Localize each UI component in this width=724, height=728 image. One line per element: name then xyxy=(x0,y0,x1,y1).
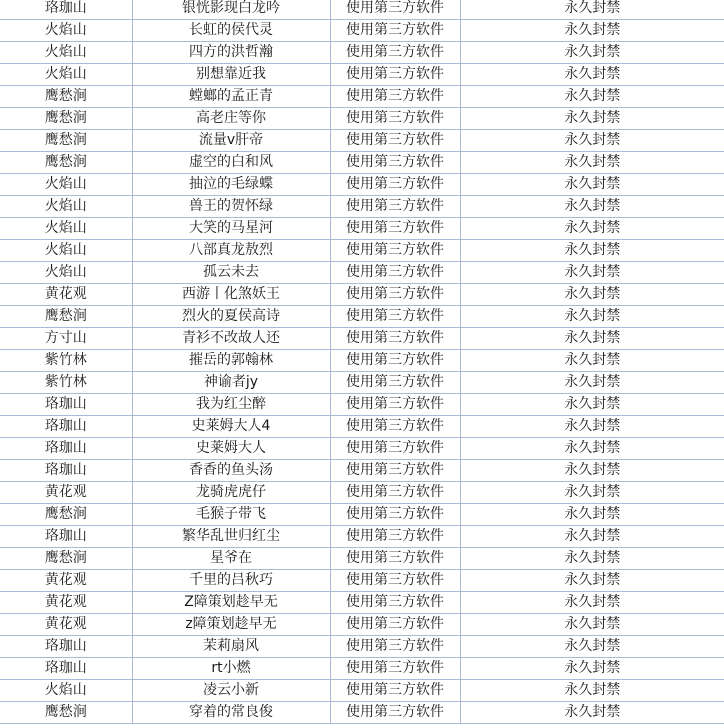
table-row xyxy=(0,174,724,196)
table-row xyxy=(0,548,724,570)
violation-reason-cell: 使用第三方软件 xyxy=(330,636,460,658)
player-name-cell: 烈火的夏侯高诗 xyxy=(132,306,330,328)
penalty-cell: 永久封禁 xyxy=(460,350,724,372)
server-cell: 珞珈山 xyxy=(0,416,132,438)
violation-reason-cell: 使用第三方软件 xyxy=(330,372,460,394)
table-row xyxy=(0,460,724,482)
player-name-cell: 穿着的常良俊 xyxy=(132,702,330,724)
penalty-cell: 永久封禁 xyxy=(460,636,724,658)
server-cell: 珞珈山 xyxy=(0,0,132,20)
player-name-cell: 八部真龙敖烈 xyxy=(132,240,330,262)
player-name-cell: 孤云未去 xyxy=(132,262,330,284)
violation-reason-cell: 使用第三方软件 xyxy=(330,152,460,174)
penalty-cell: 永久封禁 xyxy=(460,416,724,438)
table-row xyxy=(0,0,724,20)
violation-reason-cell: 使用第三方软件 xyxy=(330,64,460,86)
player-name-cell: 银恍影现白龙吟 xyxy=(132,0,330,20)
table-row xyxy=(0,196,724,218)
penalty-cell: 永久封禁 xyxy=(460,614,724,636)
player-name-cell: 高老庄等你 xyxy=(132,108,330,130)
player-name-cell: 虚空的白和风 xyxy=(132,152,330,174)
table-row xyxy=(0,306,724,328)
penalty-cell: 永久封禁 xyxy=(460,284,724,306)
violation-reason-cell: 使用第三方软件 xyxy=(330,416,460,438)
penalty-cell: 永久封禁 xyxy=(460,328,724,350)
violation-reason-cell: 使用第三方软件 xyxy=(330,438,460,460)
penalty-cell: 永久封禁 xyxy=(460,196,724,218)
table-row xyxy=(0,592,724,614)
server-cell: 珞珈山 xyxy=(0,658,132,680)
server-cell: 火焰山 xyxy=(0,196,132,218)
violation-reason-cell: 使用第三方软件 xyxy=(330,284,460,306)
server-cell: 紫竹林 xyxy=(0,350,132,372)
player-name-cell: 凌云小新 xyxy=(132,680,330,702)
server-cell: 鹰愁涧 xyxy=(0,702,132,724)
penalty-cell: 永久封禁 xyxy=(460,460,724,482)
violation-reason-cell: 使用第三方软件 xyxy=(330,108,460,130)
violation-reason-cell: 使用第三方软件 xyxy=(330,196,460,218)
violation-reason-cell: 使用第三方软件 xyxy=(330,570,460,592)
player-name-cell: 青衫不改故人还 xyxy=(132,328,330,350)
penalty-cell: 永久封禁 xyxy=(460,306,724,328)
player-name-cell: 四方的洪哲瀚 xyxy=(132,42,330,64)
penalty-cell: 永久封禁 xyxy=(460,262,724,284)
violation-reason-cell: 使用第三方软件 xyxy=(330,20,460,42)
table-row xyxy=(0,702,724,724)
player-name-cell: z障策划趁早无 xyxy=(132,614,330,636)
player-name-cell: 千里的吕秋巧 xyxy=(132,570,330,592)
penalty-cell: 永久封禁 xyxy=(460,86,724,108)
violation-reason-cell: 使用第三方软件 xyxy=(330,394,460,416)
server-cell: 珞珈山 xyxy=(0,460,132,482)
violation-reason-cell: 使用第三方软件 xyxy=(330,174,460,196)
penalty-cell: 永久封禁 xyxy=(460,64,724,86)
player-name-cell: 别想靠近我 xyxy=(132,64,330,86)
penalty-cell: 永久封禁 xyxy=(460,570,724,592)
player-name-cell: 茉莉扇风 xyxy=(132,636,330,658)
violation-reason-cell: 使用第三方软件 xyxy=(330,658,460,680)
violation-reason-cell: 使用第三方软件 xyxy=(330,680,460,702)
penalty-cell: 永久封禁 xyxy=(460,526,724,548)
server-cell: 火焰山 xyxy=(0,20,132,42)
server-cell: 鹰愁涧 xyxy=(0,152,132,174)
table-row xyxy=(0,240,724,262)
penalty-cell: 永久封禁 xyxy=(460,42,724,64)
player-name-cell: rt小燃 xyxy=(132,658,330,680)
violation-reason-cell: 使用第三方软件 xyxy=(330,548,460,570)
penalty-cell: 永久封禁 xyxy=(460,658,724,680)
server-cell: 鹰愁涧 xyxy=(0,504,132,526)
server-cell: 方寸山 xyxy=(0,328,132,350)
penalty-cell: 永久封禁 xyxy=(460,20,724,42)
violation-reason-cell: 使用第三方软件 xyxy=(330,218,460,240)
penalty-cell: 永久封禁 xyxy=(460,592,724,614)
violation-reason-cell: 使用第三方软件 xyxy=(330,328,460,350)
player-name-cell: 繁华乱世归红尘 xyxy=(132,526,330,548)
table-row xyxy=(0,218,724,240)
player-name-cell: 抽泣的毛绿蝶 xyxy=(132,174,330,196)
server-cell: 黄花观 xyxy=(0,482,132,504)
player-name-cell: 星爷在 xyxy=(132,548,330,570)
penalty-cell: 永久封禁 xyxy=(460,504,724,526)
player-name-cell: 兽王的贺怀绿 xyxy=(132,196,330,218)
table-row xyxy=(0,372,724,394)
player-name-cell: 螳螂的孟正青 xyxy=(132,86,330,108)
violation-reason-cell: 使用第三方软件 xyxy=(330,262,460,284)
player-name-cell: 流量v肝帝 xyxy=(132,130,330,152)
penalty-cell: 永久封禁 xyxy=(460,438,724,460)
server-cell: 珞珈山 xyxy=(0,394,132,416)
violation-reason-cell: 使用第三方软件 xyxy=(330,592,460,614)
violation-reason-cell: 使用第三方软件 xyxy=(330,504,460,526)
player-name-cell: 长虹的侯代灵 xyxy=(132,20,330,42)
server-cell: 鹰愁涧 xyxy=(0,306,132,328)
server-cell: 黄花观 xyxy=(0,284,132,306)
table-row xyxy=(0,504,724,526)
server-cell: 珞珈山 xyxy=(0,526,132,548)
table-row xyxy=(0,152,724,174)
player-name-cell: 龙骑虎虎仔 xyxy=(132,482,330,504)
penalty-cell: 永久封禁 xyxy=(460,482,724,504)
violation-reason-cell: 使用第三方软件 xyxy=(330,482,460,504)
violation-reason-cell: 使用第三方软件 xyxy=(330,614,460,636)
table-row xyxy=(0,680,724,702)
table-row xyxy=(0,350,724,372)
server-cell: 鹰愁涧 xyxy=(0,548,132,570)
violation-reason-cell: 使用第三方软件 xyxy=(330,702,460,724)
player-name-cell: 我为红尘醉 xyxy=(132,394,330,416)
server-cell: 火焰山 xyxy=(0,218,132,240)
violation-reason-cell: 使用第三方软件 xyxy=(330,350,460,372)
penalty-cell: 永久封禁 xyxy=(460,702,724,724)
penalty-cell: 永久封禁 xyxy=(460,240,724,262)
player-name-cell: Z障策划趁早无 xyxy=(132,592,330,614)
table-row xyxy=(0,284,724,306)
table-row xyxy=(0,262,724,284)
violation-reason-cell: 使用第三方软件 xyxy=(330,42,460,64)
player-name-cell: 毛猴子带飞 xyxy=(132,504,330,526)
server-cell: 珞珈山 xyxy=(0,636,132,658)
table-row xyxy=(0,108,724,130)
penalty-cell: 永久封禁 xyxy=(460,174,724,196)
penalty-cell: 永久封禁 xyxy=(460,108,724,130)
table-row xyxy=(0,438,724,460)
violation-reason-cell: 使用第三方软件 xyxy=(330,130,460,152)
server-cell: 火焰山 xyxy=(0,42,132,64)
penalty-cell: 永久封禁 xyxy=(460,130,724,152)
server-cell: 黄花观 xyxy=(0,614,132,636)
table-row xyxy=(0,636,724,658)
table-row xyxy=(0,614,724,636)
table-row xyxy=(0,64,724,86)
server-cell: 火焰山 xyxy=(0,240,132,262)
server-cell: 黄花观 xyxy=(0,592,132,614)
server-cell: 黄花观 xyxy=(0,570,132,592)
table-row xyxy=(0,328,724,350)
penalty-cell: 永久封禁 xyxy=(460,0,724,20)
server-cell: 火焰山 xyxy=(0,64,132,86)
player-name-cell: 大笑的马星河 xyxy=(132,218,330,240)
penalty-cell: 永久封禁 xyxy=(460,218,724,240)
violation-reason-cell: 使用第三方软件 xyxy=(330,240,460,262)
player-name-cell: 西游丨化煞妖王 xyxy=(132,284,330,306)
table-row xyxy=(0,130,724,152)
table-row xyxy=(0,42,724,64)
table-row xyxy=(0,394,724,416)
penalty-cell: 永久封禁 xyxy=(460,152,724,174)
table-row xyxy=(0,416,724,438)
table-row xyxy=(0,526,724,548)
server-cell: 鹰愁涧 xyxy=(0,86,132,108)
server-cell: 鹰愁涧 xyxy=(0,130,132,152)
violation-reason-cell: 使用第三方软件 xyxy=(330,86,460,108)
server-cell: 火焰山 xyxy=(0,680,132,702)
player-name-cell: 史莱姆大人4 xyxy=(132,416,330,438)
violation-reason-cell: 使用第三方软件 xyxy=(330,460,460,482)
server-cell: 火焰山 xyxy=(0,262,132,284)
violation-reason-cell: 使用第三方软件 xyxy=(330,526,460,548)
server-cell: 珞珈山 xyxy=(0,438,132,460)
player-name-cell: 史莱姆大人 xyxy=(132,438,330,460)
server-cell: 鹰愁涧 xyxy=(0,108,132,130)
penalty-cell: 永久封禁 xyxy=(460,680,724,702)
server-cell: 火焰山 xyxy=(0,174,132,196)
violation-reason-cell: 使用第三方软件 xyxy=(330,306,460,328)
penalty-cell: 永久封禁 xyxy=(460,372,724,394)
penalty-cell: 永久封禁 xyxy=(460,548,724,570)
player-name-cell: 香香的鱼头汤 xyxy=(132,460,330,482)
table-row xyxy=(0,570,724,592)
player-name-cell: 神谕者jy xyxy=(132,372,330,394)
player-name-cell: 摧岳的郭翰林 xyxy=(132,350,330,372)
penalty-cell: 永久封禁 xyxy=(460,394,724,416)
server-cell: 紫竹林 xyxy=(0,372,132,394)
table-row xyxy=(0,658,724,680)
table-row xyxy=(0,86,724,108)
table-row xyxy=(0,482,724,504)
table-row xyxy=(0,20,724,42)
violation-reason-cell: 使用第三方软件 xyxy=(330,0,460,20)
